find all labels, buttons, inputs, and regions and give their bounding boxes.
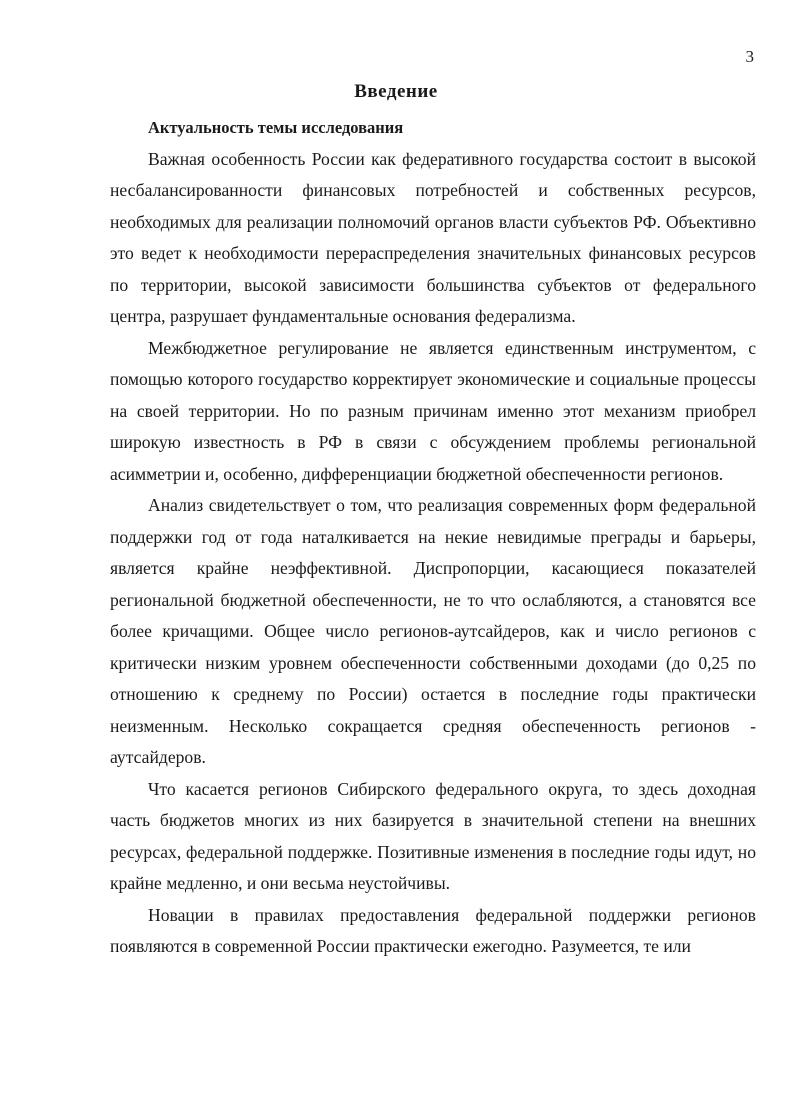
body-text (110, 112, 756, 963)
paragraph-4: Что касается регионов Сибирского федерального округа, то здесь доходная часть бюджетов многих из них базируется в значительной степени на внешних ресурсах, федеральной поддержке. Позитивные изменения в последние годы идут, но крайне медленно, и они весьма неустойчивы. (110, 778, 756, 893)
section-subheading: Актуальность темы исследования (148, 118, 404, 137)
paragraph-3: Анализ свидетельствует о том, что реализация современных форм федеральной поддержки год от года наталкивается на некие невидимые преграды и барьеры, является крайне неэффективной. Диспропорции, касающиеся показателей региональной бюджетной обеспеченности, не то что ослабляются, а становятся все более кричащими. Общее число регионов-аутсайдеров, как и число регионов с критически низким уровнем обеспеченности собственными доходами (до 0,25 по отношению к среднему по России) остается в последние годы практически неизменным. Несколько сокращается средняя обеспеченность регионов - аутсайдеров. (110, 495, 756, 767)
page-number: 3 (745, 47, 754, 66)
page-title: Введение (354, 81, 438, 102)
paragraph-2: Межбюджетное регулирование не является единственным инструментом, с помощью которого государство корректирует экономические и социальные процессы на своей территории. Но по разным причинам именно этот механизм приобрел широкую известность в РФ в связи с обсуждением проблемы региональной асимметрии и, особенно, дифференциации бюджетной обеспеченности регионов. (110, 337, 756, 484)
paragraph-5: Новации в правилах предоставления федеральной поддержки регионов появляются в современной России практически ежегодно. Разумеется, те или (110, 904, 756, 956)
paragraph-1: Важная особенность России как федеративного государства состоит в высокой несбалансированности финансовых потребностей и собственных ресурсов, необходимых для реализации полномочий органов власти субъектов РФ. Объективно это ведет к необходимости перераспределения значительных финансовых ресурсов по территории, высокой зависимости большинства субъектов от федерального центра, разрушает фундаментальные основания федерализма. (110, 148, 756, 326)
